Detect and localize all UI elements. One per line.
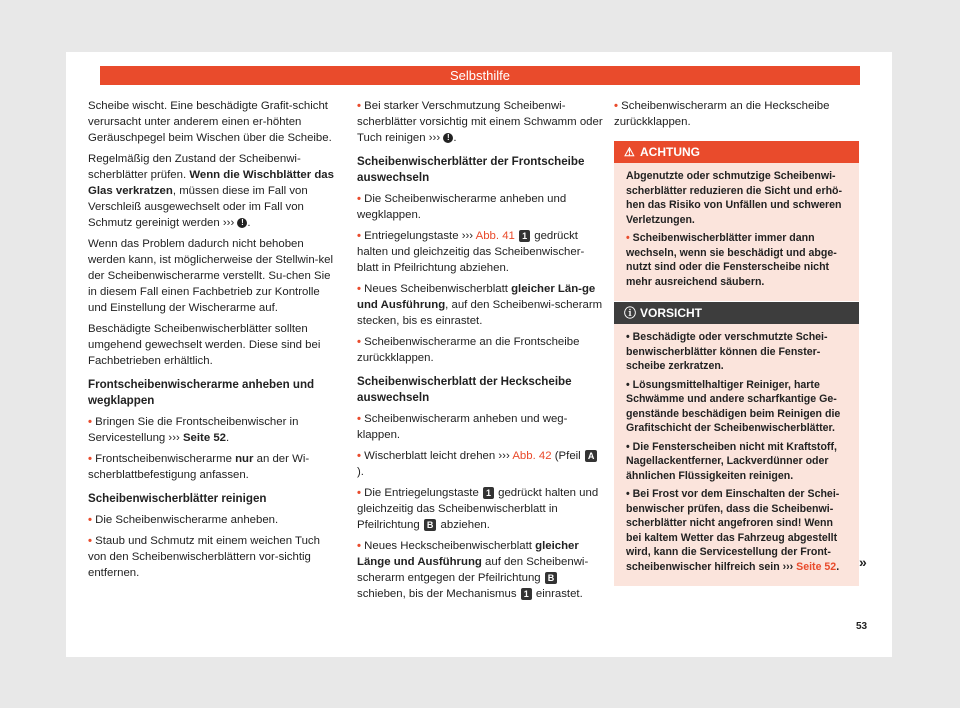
- text: Die Scheibenwischerarme anheben.: [95, 514, 279, 526]
- text: Die Fensterscheiben nicht mit Kraftstoff, Nagellackentferner, Lackverdünner oder ähnlichen Flüssigkeiten reinigen.: [626, 440, 837, 482]
- text: an der Wi-scherblattbefestigung anfassen.: [88, 453, 310, 481]
- callout-b: B: [424, 519, 437, 531]
- continue-mark: »: [859, 554, 867, 570]
- callout-b: B: [545, 572, 558, 584]
- text: Neues Scheibenwischerblatt: [364, 283, 512, 295]
- list-item: • Die Scheibenwischerarme anheben und wegklappen.: [357, 193, 567, 221]
- list-item: • Die Scheibenwischerarme anheben.: [88, 514, 279, 526]
- section-header: Selbsthilfe: [100, 66, 860, 85]
- list-item: • Frontscheibenwischerarme nur an der Wi-scherblattbefestigung anfassen.: [88, 453, 310, 481]
- caution-title: VORSICHT: [640, 306, 703, 320]
- warning-title: ACHTUNG: [640, 145, 700, 159]
- text: Frontscheibenwischerarme: [95, 453, 236, 465]
- text: Bei Frost vor dem Einschalten der Schei-benwischer prüfen, dass die Scheibenwi-scherblätter nicht angefroren sind! Wenn bei kaltem Wetter das Fahrzeug abgestellt wird, kann die Servicestellung der Front-scheibenwischer hilfreich sein ›››: [626, 488, 840, 573]
- heading: Scheibenwischerblätter reinigen: [88, 492, 267, 505]
- list-item: • Bringen Sie die Frontscheibenwischer in Servicestellung ››› Seite 52.: [88, 416, 299, 444]
- list-item: • Scheibenwischerarm anheben und weg-klappen.: [357, 413, 568, 441]
- list-item: • Scheibenwischerarme an die Frontscheibe zurückklappen.: [357, 336, 580, 364]
- text: Scheibenwischerblätter immer dann wechseln, wenn sie beschädigt und abge-nutzt sind oder die Fensterscheibe nicht mehr ausreichend säubern.: [626, 232, 837, 288]
- bold-text: gleicher Länge und Ausführung: [357, 540, 579, 568]
- list-item: • Entriegelungstaste ››› Abb. 41 1 gedrückt halten und gleichzeitig das Scheibenwischer-blatt in Pfeilrichtung abziehen.: [357, 230, 585, 274]
- column-1: [88, 98, 336, 586]
- text: , auf den Scheibenwi-scherarm stecken, bis es einrastet.: [357, 299, 603, 327]
- figure-link[interactable]: Abb. 41: [475, 230, 515, 242]
- column-3: [614, 98, 859, 135]
- text: , müssen diese im Fall von Verschleiß ausgewechselt oder im Fall von Schmutz gereinigt werden ›››: [88, 185, 308, 229]
- callout-1: 1: [519, 230, 530, 242]
- list-item: • Die Fensterscheiben nicht mit Kraftstoff, Nagellackentferner, Lackverdünner oder ähnlichen Flüssigkeiten reinigen.: [626, 440, 837, 482]
- page-number: 53: [856, 621, 868, 632]
- text: auf den Scheibenwi-scherarm entgegen der Pfeilrichtung: [357, 556, 589, 584]
- text: Lösungsmittelhaltiger Reiniger, harte Schwämme und andere scharfkantige Ge-genstände beschädigen beim Reinigen die Grafitschicht der Scheibenwischerblätter.: [626, 378, 841, 434]
- text: Die Scheibenwischerarme anheben und wegklappen.: [357, 193, 567, 221]
- list-item: • Neues Scheibenwischerblatt gleicher Län-ge und Ausführung, auf den Scheibenwi-scherarm stecken, bis es einrastet.: [357, 283, 603, 327]
- text: schieben, bis der Mechanismus: [357, 588, 520, 600]
- paragraph: Abgenutzte oder schmutzige Scheibenwi-scherblätter reduzieren die Sicht und erhö-hen das Risiko von Unfällen und schweren Verletzungen.: [626, 170, 843, 226]
- paragraph: Scheibe wischt. Eine beschädigte Grafit-schicht verursacht unter anderem einen er-höhten Geräuschpegel beim Wischen über die Scheibe.: [88, 100, 332, 144]
- text: einrastet.: [532, 588, 583, 600]
- exclamation-icon: !: [443, 133, 453, 143]
- text: gedrückt halten und gleichzeitig das Scheibenwischerblatt in Pfeilrichtung: [357, 487, 599, 531]
- list-item: • Beschädigte oder verschmutzte Schei-benwischerblätter können die Fenster-scheibe zerkratzen.: [626, 331, 828, 372]
- page-link[interactable]: Seite 52: [182, 432, 227, 444]
- bold-text: gleicher Län-ge und Ausführung: [357, 283, 596, 311]
- info-circle-icon: ⓘ: [624, 306, 637, 320]
- text: Bringen Sie die Frontscheibenwischer in Servicestellung ›››: [88, 416, 299, 444]
- text: ).: [357, 466, 364, 478]
- text: Die Entriegelungstaste: [364, 487, 482, 499]
- text: (Pfeil: [554, 450, 584, 462]
- paragraph: Wenn das Problem dadurch nicht behoben werden kann, ist möglicherweise der Stellwin-kel der Scheibenwischerarme verstellt. Su-chen Sie in diesem Fall einen Fachbetrieb zur Kontrolle und Einstellung der Wischerarme auf.: [88, 238, 334, 314]
- heading: Scheibenwischerblätter der Frontscheibe auswechseln: [357, 155, 585, 184]
- list-item: • Scheibenwischerarm an die Heckscheibe zurückklappen.: [614, 100, 830, 128]
- callout-1: 1: [483, 487, 494, 499]
- text: Staub und Schmutz mit einem weichen Tuch von den Scheibenwischerblättern vor-sichtig entfernen.: [88, 535, 320, 579]
- list-item: • Scheibenwischerblätter immer dann wechseln, wenn sie beschädigt und abge-nutzt sind oder die Fensterscheibe nicht mehr ausreichend säubern.: [626, 232, 837, 288]
- text: Wischerblatt leicht drehen ›››: [364, 450, 513, 462]
- page-link[interactable]: Seite 52: [796, 560, 837, 573]
- text: Regelmäßig den Zustand der Scheibenwi-scherblätter prüfen.: [88, 153, 301, 181]
- callout-a: A: [585, 450, 598, 462]
- caution-box-header: [614, 302, 859, 324]
- heading: Scheibenwischerblatt der Heckscheibe auswechseln: [357, 375, 572, 404]
- text: Scheibenwischerarme an die Frontscheibe zurückklappen.: [357, 336, 580, 364]
- warning-box: [614, 141, 859, 301]
- bold-text: nur: [235, 453, 254, 465]
- exclamation-icon: !: [237, 218, 247, 228]
- heading: Frontscheibenwischerarme anheben und wegklappen: [88, 378, 315, 407]
- bold-text: Wenn die Wischblätter das Glas verkratzen: [88, 169, 334, 197]
- list-item: • Neues Heckscheibenwischerblatt gleicher Länge und Ausführung auf den Scheibenwi-scherarm entgegen der Pfeilrichtung B schieben, bis der Mechanismus 1 einrastet.: [357, 540, 589, 600]
- list-item: • Bei Frost vor dem Einschalten der Schei-benwischer prüfen, dass die Scheibenwi-scherblätter nicht angefroren sind! Wenn bei kaltem Wetter das Fahrzeug abgestellt wird, kann die Servicestellung der Front-scheibenwischer hilfreich sein ››› Seite 52.: [626, 488, 840, 573]
- figure-link[interactable]: Abb. 42: [512, 450, 552, 462]
- text: Entriegelungstaste ›››: [364, 230, 476, 242]
- callout-1: 1: [521, 588, 532, 600]
- list-item: • Lösungsmittelhaltiger Reiniger, harte Schwämme und andere scharfkantige Ge-genstände beschädigen beim Reinigen die Grafitschicht der Scheibenwischerblätter.: [626, 378, 841, 434]
- text: abziehen.: [437, 519, 490, 531]
- text: gedrückt halten und gleichzeitig das Scheibenwischer-blatt in Pfeilrichtung abziehen.: [357, 230, 585, 274]
- list-item: • Die Entriegelungstaste 1 gedrückt halten und gleichzeitig das Scheibenwischerblatt in Pfeilrichtung B abziehen.: [357, 487, 599, 531]
- column-2: [357, 98, 603, 607]
- text: Neues Heckscheibenwischerblatt: [364, 540, 536, 552]
- text: Bei starker Verschmutzung Scheibenwi-scherblätter vorsichtig mit einem Schwamm oder Tuch reinigen ›››: [357, 100, 603, 144]
- text: Scheibenwischerarm an die Heckscheibe zurückklappen.: [614, 100, 830, 128]
- caution-box: [614, 302, 859, 586]
- paragraph: Regelmäßig den Zustand der Scheibenwi-scherblätter prüfen. Wenn die Wischblätter das Glas verkratzen, müssen diese im Fall von Verschleiß ausgewechselt oder im Fall von Schmutz gereinigt werden ››› ! .: [88, 153, 334, 229]
- text: Beschädigte oder verschmutzte Schei-benwischerblätter können die Fenster-scheibe zerkratzen.: [626, 331, 828, 372]
- list-item: • Wischerblatt leicht drehen ››› Abb. 42 (Pfeil A).: [357, 448, 603, 480]
- paragraph: Beschädigte Scheibenwischerblätter sollten umgehend gewechselt werden. Diese sind bei Fachbetrieben erhältlich.: [88, 323, 321, 367]
- list-item: • Bei starker Verschmutzung Scheibenwi-scherblätter vorsichtig mit einem Schwamm oder Tuch reinigen ››› ! .: [357, 100, 603, 144]
- warning-triangle-icon: ⚠: [624, 145, 635, 159]
- text: Scheibenwischerarm anheben und weg-klappen.: [357, 413, 568, 441]
- list-item: • Staub und Schmutz mit einem weichen Tuch von den Scheibenwischerblättern vor-sichtig entfernen.: [88, 535, 320, 579]
- warning-box-header: [614, 141, 859, 163]
